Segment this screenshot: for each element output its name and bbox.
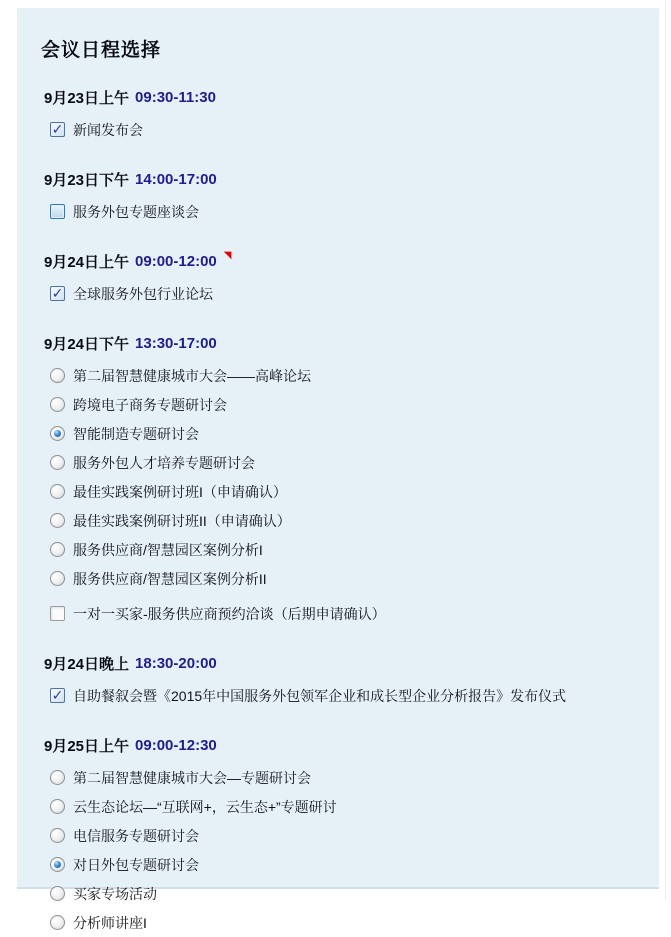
schedule-option[interactable] [44,197,659,226]
section-time: 09:30-11:30 [135,88,216,106]
radio-input[interactable] [50,571,65,586]
section-date: 9月24日晚上 [44,655,130,673]
schedule-option[interactable] [44,763,659,792]
section-date: 9月23日下午 [44,171,130,189]
schedule-option[interactable] [44,821,659,850]
check-icon: ✓ [51,686,64,703]
schedule-section [17,251,659,308]
section-header [44,169,659,189]
schedule-panel [17,8,659,931]
option-label: 对日外包专题研讨会 [73,856,199,873]
option-label: 服务外包人才培养专题研讨会 [73,454,255,471]
check-icon: ✓ [51,284,64,301]
schedule-option[interactable] [44,792,659,821]
page-title: 会议日程选择 [41,40,162,61]
schedule-option[interactable] [44,279,659,308]
section-items [44,681,659,710]
section-items [44,763,659,937]
schedule-option[interactable] [44,419,659,448]
option-label: 跨境电子商务专题研讨会 [73,396,227,413]
option-label: 自助餐叙会暨《2015年中国服务外包领军企业和成长型企业分析报告》发布仪式 [73,687,567,704]
option-label: 服务外包专题座谈会 [73,203,199,220]
option-label: 服务供应商/智慧园区案例分析I [73,541,263,558]
schedule-sections [17,87,659,937]
section-date: 9月23日上午 [44,89,130,107]
section-date: 9月24日下午 [44,335,130,353]
section-time: 18:30-20:00 [135,654,217,672]
checkbox-input[interactable] [50,688,65,703]
section-date: 9月24日上午 [44,253,130,271]
schedule-option[interactable] [44,908,659,937]
radio-input[interactable] [50,397,65,412]
option-label: 智能制造专题研讨会 [73,425,199,442]
section-items [44,279,659,308]
schedule-option[interactable] [44,361,659,390]
new-flag-icon: ◥ [223,250,232,261]
schedule-option[interactable] [44,115,659,144]
schedule-section [17,653,659,710]
option-label: 最佳实践案例研讨班II（申请确认） [73,512,291,529]
radio-input[interactable] [50,915,65,930]
option-label: 新闻发布会 [73,121,143,138]
check-icon: ✓ [51,120,64,137]
option-label: 一对一买家-服务供应商预约洽谈（后期申请确认） [73,605,386,622]
section-time: 14:00-17:00 [135,170,217,188]
section-header [44,87,659,107]
radio-input[interactable] [50,426,65,441]
schedule-option[interactable] [44,477,659,506]
schedule-option[interactable] [44,535,659,564]
schedule-section [17,735,659,937]
option-label: 第二届智慧健康城市大会—专题研讨会 [73,769,311,786]
schedule-section [17,333,659,628]
radio-input[interactable] [50,455,65,470]
section-header [44,735,659,755]
schedule-option[interactable] [44,879,659,908]
schedule-section [17,87,659,144]
checkbox-input[interactable] [50,204,65,219]
checkbox-input[interactable] [50,286,65,301]
option-label: 最佳实践案例研讨班I（申请确认） [73,483,287,500]
section-date: 9月25日上午 [44,737,130,755]
radio-input[interactable] [50,542,65,557]
option-label: 电信服务专题研讨会 [73,827,199,844]
schedule-option[interactable] [44,599,659,628]
option-label: 分析师讲座I [73,914,147,931]
section-time: 09:00-12:30 [135,736,217,754]
radio-input[interactable] [50,770,65,785]
radio-input[interactable] [50,799,65,814]
section-header [44,251,659,271]
option-label: 云生态论坛—“互联网+，云生态+”专题研讨 [73,798,337,815]
schedule-option[interactable] [44,850,659,879]
schedule-option[interactable] [44,448,659,477]
option-label: 第二届智慧健康城市大会——高峰论坛 [73,367,311,384]
section-header [44,333,659,353]
schedule-option[interactable] [44,564,659,593]
section-items [44,361,659,628]
radio-input[interactable] [50,484,65,499]
radio-input[interactable] [50,886,65,901]
section-items [44,197,659,226]
radio-input[interactable] [50,857,65,872]
option-label: 买家专场活动 [73,885,157,902]
schedule-option[interactable] [44,506,659,535]
checkbox-input[interactable] [50,606,65,621]
radio-input[interactable] [50,513,65,528]
section-items [44,115,659,144]
section-header [44,653,659,673]
section-time: 09:00-12:00 [135,252,217,270]
option-label: 全球服务外包行业论坛 [73,285,213,302]
schedule-option[interactable] [44,681,659,710]
section-time: 13:30-17:00 [135,334,217,352]
radio-input[interactable] [50,828,65,843]
checkbox-input[interactable] [50,122,65,137]
option-label: 服务供应商/智慧园区案例分析II [73,570,267,587]
schedule-option[interactable] [44,390,659,419]
schedule-section [17,169,659,226]
radio-input[interactable] [50,368,65,383]
